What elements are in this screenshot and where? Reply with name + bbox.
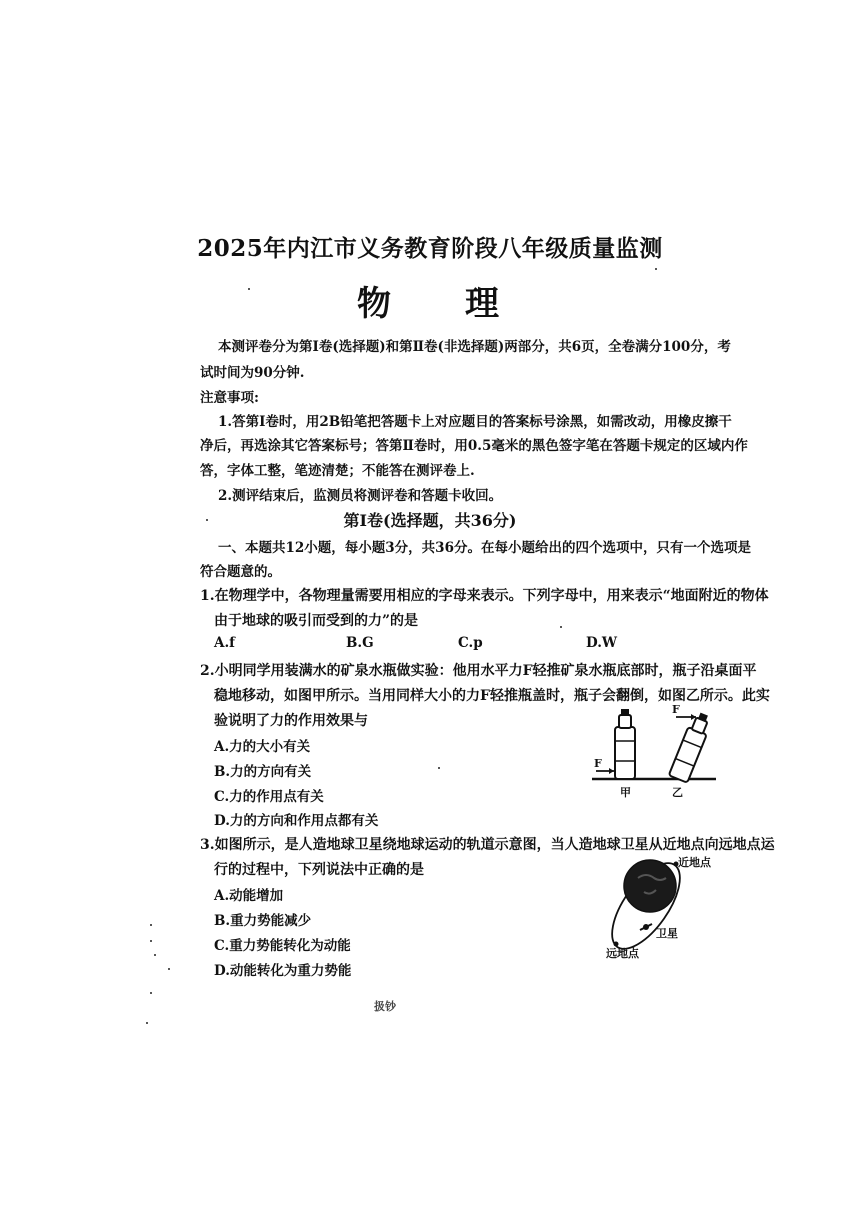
bottle-upright-icon [615, 709, 635, 779]
q1-stem-line-2: 由于地球的吸引而受到的力”的是 [214, 613, 419, 629]
scan-speck [438, 767, 440, 769]
q3-satellite-label: 卫星 [656, 927, 678, 940]
notes-item-1-line-3: 答，字体工整，笔迹清楚；不能答在测评卷上. [200, 463, 475, 479]
q3-stem-line-1: 3.如图所示，是人造地球卫星绕地球运动的轨道示意图，当人造地球卫星从近地点向远地点运 [200, 837, 775, 853]
q3-orbit-figure [598, 852, 718, 960]
q2-bottles-figure [588, 705, 718, 800]
q2-option-a: A.力的大小有关 [214, 739, 311, 755]
scan-speck [560, 626, 562, 628]
q2-stem-line-3: 验说明了力的作用效果与 [214, 713, 368, 729]
section-1-title: 第Ⅰ卷(选择题，共36分) [343, 511, 517, 530]
q1-option-b: B.G [346, 635, 374, 651]
section-1-instruction-line-1: 一、本题共12小题，每小题3分，共36分。在每小题给出的四个选项中，只有一个选项是 [218, 540, 751, 556]
notes-item-1-line-2: 净后，再选涂其它答案标号；答第Ⅱ卷时，用0.5毫米的黑色签字笔在答题卡规定的区域内作 [200, 438, 748, 454]
bottle-tilted-icon [669, 710, 714, 782]
exam-title: 2025年内江市义务教育阶段八年级质量监测 [197, 235, 663, 262]
q3-far-point-label: 远地点 [606, 947, 639, 960]
q2-option-d: D.力的方向和作用点都有关 [214, 813, 379, 829]
q3-option-c: C.重力势能转化为动能 [214, 938, 351, 954]
q3-option-a: A.动能增加 [214, 888, 284, 904]
q1-option-d: D.W [586, 635, 618, 651]
subject-char-right: 理 [465, 284, 503, 324]
scan-speck [655, 268, 657, 270]
q3-option-b: B.重力势能减少 [214, 913, 312, 929]
earth-icon [624, 860, 676, 912]
scan-speck [146, 1022, 148, 1024]
q2-force-label-yi: F [672, 703, 680, 716]
notes-item-2: 2.测评结束后，监测员将测评卷和答题卡收回。 [218, 488, 503, 504]
intro-line-2: 试时间为90分钟. [200, 365, 305, 381]
scan-speck [248, 288, 250, 290]
subject-char-left: 物 [357, 284, 395, 324]
intro-line-1: 本测评卷分为第Ⅰ卷(选择题)和第Ⅱ卷(非选择题)两部分，共6页，全卷满分100分，考 [218, 339, 731, 355]
page-footer-mark: 扱钞 [374, 1000, 396, 1013]
q2-force-label-jia: F [594, 757, 602, 770]
notes-heading: 注意事项: [200, 390, 259, 406]
scan-speck [150, 992, 152, 994]
q2-option-b: B.力的方向有关 [214, 764, 312, 780]
scan-speck [150, 940, 152, 942]
q1-stem-line-1: 1.在物理学中，各物理量需要用相应的字母来表示。下列字母中，用来表示“地面附近的物体 [200, 588, 769, 604]
q1-option-c: C.p [458, 635, 483, 651]
scan-speck [206, 519, 208, 521]
subject-title [0, 276, 860, 325]
q2-label-yi: 乙 [672, 786, 683, 799]
q3-option-d: D.动能转化为重力势能 [214, 963, 352, 979]
section-1-instruction-line-2: 符合题意的。 [200, 564, 281, 580]
q2-label-jia: 甲 [620, 786, 631, 799]
scan-speck [154, 954, 156, 956]
q2-stem-line-2: 稳地移动，如图甲所示。当用同样大小的力F轻推瓶盖时，瓶子会翻倒，如图乙所示。此实 [214, 688, 770, 704]
q3-near-point-label: 近地点 [678, 856, 711, 869]
q1-option-a: A.f [214, 635, 235, 651]
scan-speck [150, 924, 152, 926]
q2-stem-line-1: 2.小明同学用装满水的矿泉水瓶做实验：他用水平力F轻推矿泉水瓶底部时，瓶子沿桌面平 [200, 663, 757, 679]
q3-stem-line-2: 行的过程中，下列说法中正确的是 [214, 862, 424, 878]
satellite-icon [640, 924, 652, 930]
q2-option-c: C.力的作用点有关 [214, 789, 324, 805]
scan-speck [168, 968, 170, 970]
notes-item-1-line-1: 1.答第Ⅰ卷时，用2B铅笔把答题卡上对应题目的答案标号涂黑，如需改动，用橡皮擦干 [218, 414, 732, 430]
